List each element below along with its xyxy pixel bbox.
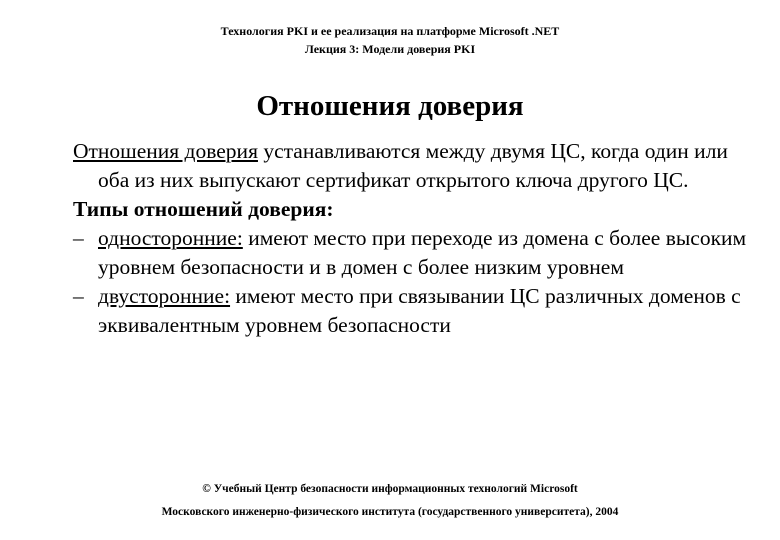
- slide-header: [0, 22, 780, 58]
- item-term: двусторонние:: [98, 284, 231, 308]
- lecture-title: Лекция 3: Модели доверия PKI: [304, 42, 476, 56]
- intro-term: Отношения доверия: [73, 139, 258, 163]
- slide-footer: [0, 478, 780, 524]
- dash-marker: –: [73, 226, 84, 250]
- course-title: Технология PKI и ее реализация на платформе Microsoft .NET: [220, 24, 560, 38]
- types-heading: Типы отношений доверия:: [73, 197, 334, 221]
- list-item: [73, 282, 763, 340]
- intro-text: устанавливаются между двумя ЦС, когда один или оба из них выпускают сертификат открытого ключа другого ЦС.: [98, 139, 728, 192]
- dash-marker: –: [73, 284, 84, 308]
- item-text: имеют место при связывании ЦС различных доменов с эквивалентным уровнем безопасности: [98, 284, 741, 337]
- copyright-line: © Учебный Центр безопасности информационных технологий Microsoft: [202, 483, 578, 495]
- item-term: односторонние:: [98, 226, 243, 250]
- list-item: [73, 224, 763, 282]
- intro-paragraph: [73, 137, 763, 195]
- item-text: имеют место при переходе из домена с более высоким уровнем безопасности и в домен с более низким уровнем: [98, 226, 747, 279]
- page-title: Отношения доверия: [256, 90, 524, 122]
- slide-content: [73, 137, 763, 340]
- institution-line: Московского инженерно-физического института (государственного университета), 2004: [161, 506, 619, 518]
